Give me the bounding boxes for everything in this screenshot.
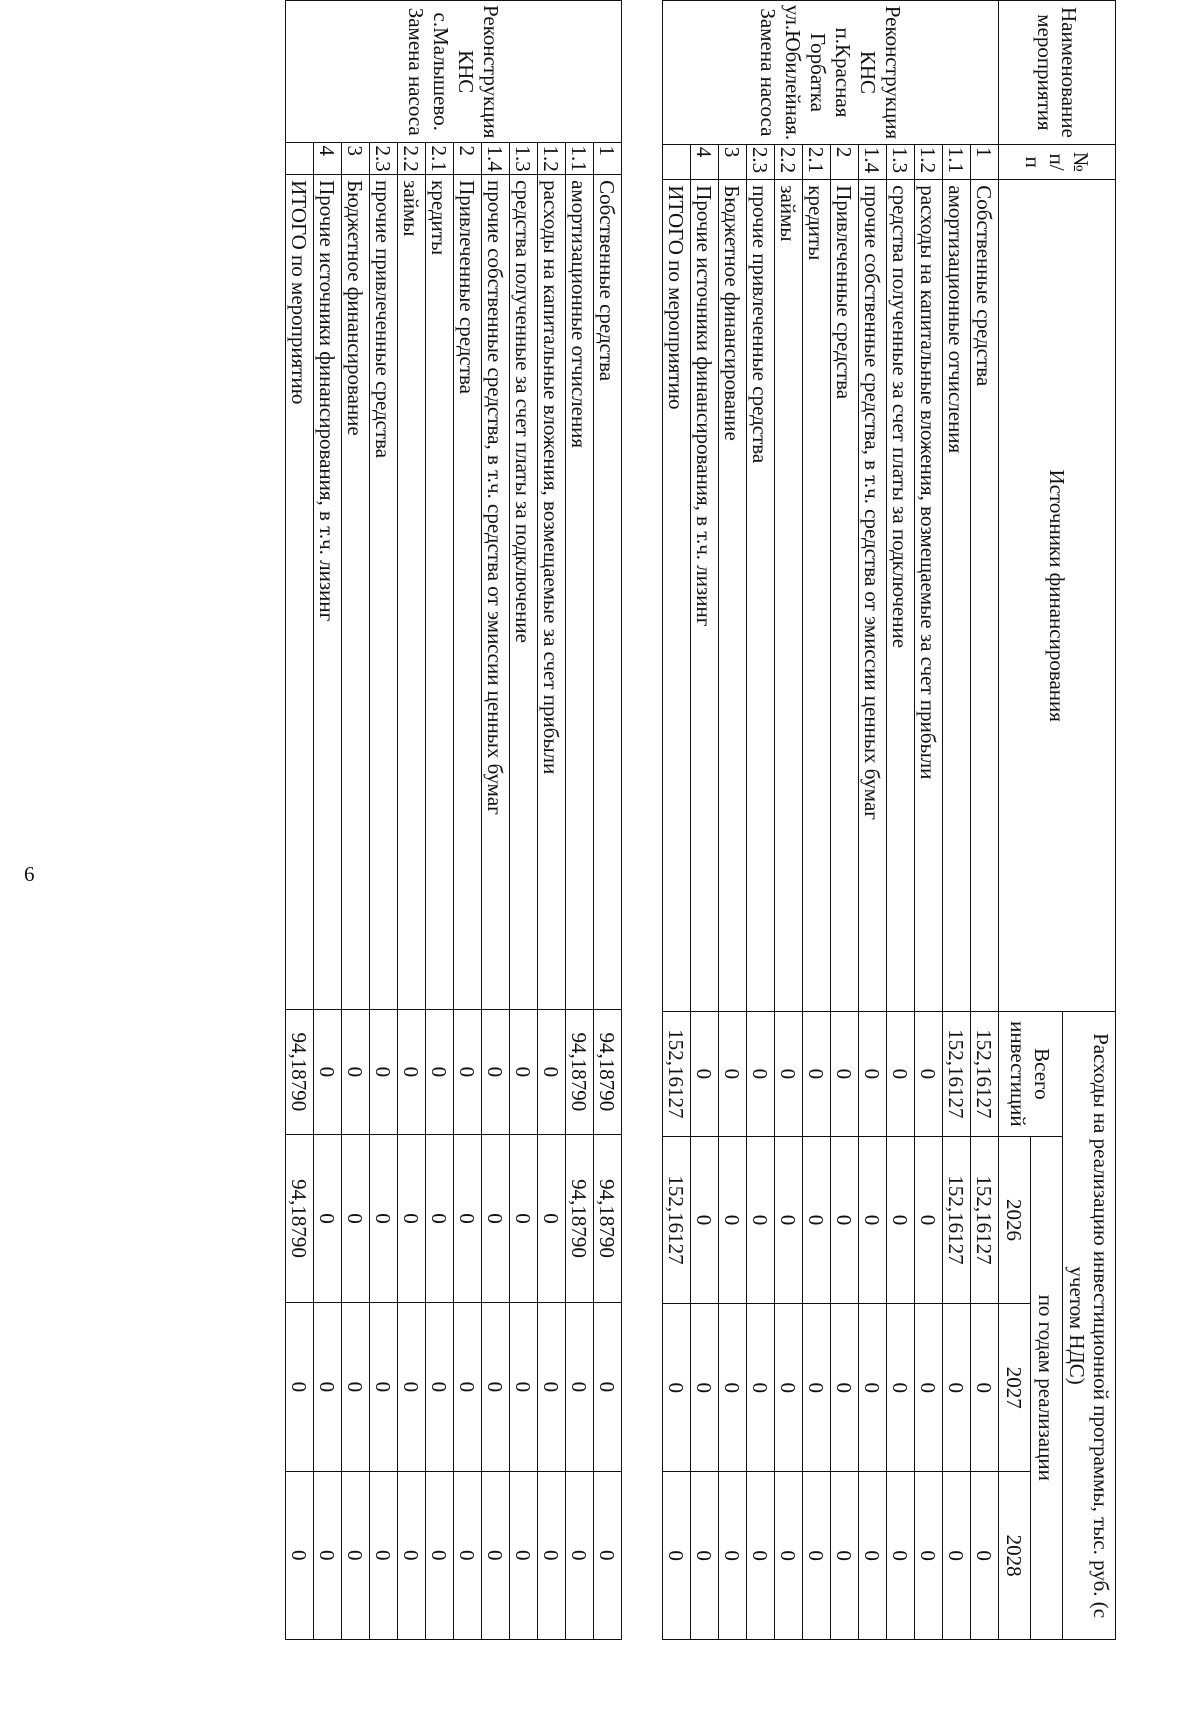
year-2026-cell: 0 bbox=[915, 1136, 943, 1304]
row-number: 1.4 bbox=[482, 143, 510, 175]
year-2026-cell: 0 bbox=[831, 1136, 859, 1304]
total-cell: 0 bbox=[915, 1012, 943, 1136]
row-number: 2.1 bbox=[803, 144, 831, 179]
measure-name: Реконструкция КНС п.Красная Горбатка ул.Юбилейная. Замена насоса bbox=[663, 1, 999, 145]
total-cell: 0 bbox=[887, 1012, 915, 1136]
page-number: 6 bbox=[24, 862, 35, 886]
year-2026-cell: 94,18790 bbox=[594, 1134, 622, 1302]
year-2026-cell: 94,18790 bbox=[286, 1134, 314, 1302]
header-number: № п/п bbox=[999, 144, 1116, 179]
source-cell: кредиты bbox=[803, 180, 831, 1012]
total-cell: 94,18790 bbox=[286, 1010, 314, 1135]
year-2026-cell: 0 bbox=[398, 1134, 426, 1302]
header-expenses: Расходы на реализацию инвестиционной программы, тыс. руб. (с учетом НДС) bbox=[1063, 1012, 1116, 1640]
year-2027-cell: 0 bbox=[566, 1303, 594, 1471]
source-cell: прочие собственные средства, в т.ч. средства от эмиссии ценных бумаг bbox=[859, 180, 887, 1012]
total-cell: 0 bbox=[719, 1012, 747, 1136]
year-2026-cell: 0 bbox=[426, 1134, 454, 1302]
row-number: 4 bbox=[691, 144, 719, 179]
source-cell: прочие собственные средства, в т.ч. средства от эмиссии ценных бумаг bbox=[482, 175, 510, 1010]
total-cell: 94,18790 bbox=[594, 1010, 622, 1135]
year-2028-cell: 0 bbox=[719, 1472, 747, 1640]
year-2027-cell: 0 bbox=[538, 1303, 566, 1471]
year-2027-cell: 0 bbox=[398, 1303, 426, 1471]
year-2027-cell: 0 bbox=[454, 1303, 482, 1471]
total-cell: 0 bbox=[747, 1012, 775, 1136]
total-cell: 0 bbox=[831, 1012, 859, 1136]
source-cell: расходы на капитальные вложения, возмещаемые за счет прибыли bbox=[915, 180, 943, 1012]
source-cell: Собственные средства bbox=[971, 180, 999, 1012]
row-number: 2.3 bbox=[747, 144, 775, 179]
row-number bbox=[286, 143, 314, 175]
table-row bbox=[859, 1, 887, 1640]
year-2027-cell: 0 bbox=[314, 1303, 342, 1471]
year-2028-cell: 0 bbox=[538, 1471, 566, 1639]
year-2028-cell: 0 bbox=[915, 1472, 943, 1640]
year-2028-cell: 0 bbox=[594, 1471, 622, 1639]
table-row bbox=[971, 1, 999, 1640]
total-cell: 152,16127 bbox=[971, 1012, 999, 1136]
table-row bbox=[426, 1, 454, 1640]
row-number: 1 bbox=[594, 143, 622, 175]
table-row-total bbox=[286, 1, 314, 1640]
source-cell: займы bbox=[775, 180, 803, 1012]
source-cell: средства полученные за счет платы за подключение bbox=[510, 175, 538, 1010]
year-2028-cell: 0 bbox=[566, 1471, 594, 1639]
year-2028-cell: 0 bbox=[971, 1472, 999, 1640]
year-2028-cell: 0 bbox=[803, 1472, 831, 1640]
row-number: 2.2 bbox=[398, 143, 426, 175]
header-by-years: по годам реализации bbox=[1031, 1136, 1063, 1639]
row-number: 2.3 bbox=[370, 143, 398, 175]
year-2028-cell: 0 bbox=[454, 1471, 482, 1639]
table-row bbox=[454, 1, 482, 1640]
year-2026-cell: 94,18790 bbox=[566, 1134, 594, 1302]
total-cell: 0 bbox=[510, 1010, 538, 1135]
investment-table-2 bbox=[285, 0, 622, 1640]
year-2027-cell: 0 bbox=[943, 1304, 971, 1472]
year-2027-cell: 0 bbox=[803, 1304, 831, 1472]
table-row bbox=[943, 1, 971, 1640]
year-2026-cell: 152,16127 bbox=[971, 1136, 999, 1304]
year-2028-cell: 0 bbox=[691, 1472, 719, 1640]
table-row bbox=[510, 1, 538, 1640]
row-number bbox=[663, 144, 691, 179]
year-2027-cell: 0 bbox=[887, 1304, 915, 1472]
year-2026-cell: 0 bbox=[454, 1134, 482, 1302]
year-2028-cell: 0 bbox=[286, 1471, 314, 1639]
year-2027-cell: 0 bbox=[691, 1304, 719, 1472]
table-row bbox=[915, 1, 943, 1640]
total-cell: 0 bbox=[370, 1010, 398, 1135]
table-row bbox=[314, 1, 342, 1640]
row-number: 2 bbox=[831, 144, 859, 179]
year-2027-cell: 0 bbox=[831, 1304, 859, 1472]
year-2026-cell: 0 bbox=[314, 1134, 342, 1302]
year-2027-cell: 0 bbox=[719, 1304, 747, 1472]
source-cell: прочие привлеченные средства bbox=[747, 180, 775, 1012]
row-number: 1.3 bbox=[887, 144, 915, 179]
year-2028-cell: 0 bbox=[943, 1472, 971, 1640]
row-number: 2.1 bbox=[426, 143, 454, 175]
year-2027-cell: 0 bbox=[859, 1304, 887, 1472]
source-cell: средства полученные за счет платы за подключение bbox=[887, 180, 915, 1012]
year-2027-cell: 0 bbox=[663, 1304, 691, 1472]
year-2026-cell: 0 bbox=[859, 1136, 887, 1304]
year-2027-cell: 0 bbox=[342, 1303, 370, 1471]
source-cell: Бюджетное финансирование bbox=[719, 180, 747, 1012]
year-2028-cell: 0 bbox=[831, 1472, 859, 1640]
table-row bbox=[398, 1, 426, 1640]
header-total: Всего инвестиций bbox=[999, 1012, 1063, 1136]
row-number: 1.3 bbox=[510, 143, 538, 175]
year-2027-cell: 0 bbox=[971, 1304, 999, 1472]
year-2026-cell: 0 bbox=[887, 1136, 915, 1304]
year-2026-cell: 152,16127 bbox=[943, 1136, 971, 1304]
row-number: 3 bbox=[719, 144, 747, 179]
total-cell: 0 bbox=[426, 1010, 454, 1135]
year-2026-cell: 0 bbox=[747, 1136, 775, 1304]
year-2028-cell: 0 bbox=[314, 1471, 342, 1639]
year-2028-cell: 0 bbox=[887, 1472, 915, 1640]
total-cell: 0 bbox=[398, 1010, 426, 1135]
source-cell: Бюджетное финансирование bbox=[342, 175, 370, 1010]
year-2028-cell: 0 bbox=[370, 1471, 398, 1639]
source-cell: займы bbox=[398, 175, 426, 1010]
source-cell: прочие привлеченные средства bbox=[370, 175, 398, 1010]
row-number: 1 bbox=[971, 144, 999, 179]
table-row bbox=[538, 1, 566, 1640]
row-number: 2 bbox=[454, 143, 482, 175]
source-cell: Привлеченные средства bbox=[831, 180, 859, 1012]
year-2026-cell: 0 bbox=[342, 1134, 370, 1302]
year-2027-cell: 0 bbox=[775, 1304, 803, 1472]
row-number: 3 bbox=[342, 143, 370, 175]
total-cell: 0 bbox=[775, 1012, 803, 1136]
source-cell: кредиты bbox=[426, 175, 454, 1010]
row-number: 1.1 bbox=[943, 144, 971, 179]
year-2026-cell: 0 bbox=[538, 1134, 566, 1302]
year-2026-cell: 0 bbox=[510, 1134, 538, 1302]
year-2027-cell: 0 bbox=[594, 1303, 622, 1471]
year-2026-cell: 0 bbox=[691, 1136, 719, 1304]
source-cell: амортизационные отчисления bbox=[943, 180, 971, 1012]
year-2026-cell: 0 bbox=[803, 1136, 831, 1304]
year-2027-cell: 0 bbox=[370, 1303, 398, 1471]
total-cell: 152,16127 bbox=[943, 1012, 971, 1136]
measure-name: Реконструкция КНС с.Малышево. Замена насоса bbox=[286, 1, 622, 143]
source-cell: ИТОГО по мероприятию bbox=[663, 180, 691, 1012]
header-measure: Наименование мероприятия bbox=[999, 1, 1116, 145]
header-source: Источники финансирования bbox=[999, 180, 1116, 1012]
total-cell: 0 bbox=[691, 1012, 719, 1136]
total-cell: 152,16127 bbox=[663, 1012, 691, 1136]
table-row bbox=[482, 1, 510, 1640]
table-row bbox=[342, 1, 370, 1640]
investment-table-1 bbox=[662, 0, 1116, 1640]
table-row bbox=[747, 1, 775, 1640]
total-cell: 0 bbox=[482, 1010, 510, 1135]
year-2028-cell: 0 bbox=[510, 1471, 538, 1639]
total-cell: 0 bbox=[314, 1010, 342, 1135]
year-2026-cell: 0 bbox=[775, 1136, 803, 1304]
year-2027-cell: 0 bbox=[510, 1303, 538, 1471]
source-cell: расходы на капитальные вложения, возмещаемые за счет прибыли bbox=[538, 175, 566, 1010]
year-2027-cell: 0 bbox=[747, 1304, 775, 1472]
table-row bbox=[370, 1, 398, 1640]
row-number: 1.1 bbox=[566, 143, 594, 175]
total-cell: 0 bbox=[859, 1012, 887, 1136]
year-2028-cell: 0 bbox=[747, 1472, 775, 1640]
source-cell: Прочие источники финансирования, в т.ч. лизинг bbox=[314, 175, 342, 1010]
year-2028-cell: 0 bbox=[398, 1471, 426, 1639]
table-row bbox=[831, 1, 859, 1640]
table-row bbox=[887, 1, 915, 1640]
year-2026-cell: 0 bbox=[370, 1134, 398, 1302]
table-row bbox=[719, 1, 747, 1640]
year-2027-cell: 0 bbox=[915, 1304, 943, 1472]
source-cell: амортизационные отчисления bbox=[566, 175, 594, 1010]
year-2028-cell: 0 bbox=[342, 1471, 370, 1639]
row-number: 4 bbox=[314, 143, 342, 175]
row-number: 1.2 bbox=[538, 143, 566, 175]
year-2027-cell: 0 bbox=[426, 1303, 454, 1471]
year-2028-cell: 0 bbox=[663, 1472, 691, 1640]
year-2028-cell: 0 bbox=[859, 1472, 887, 1640]
table-row bbox=[566, 1, 594, 1640]
year-2028-cell: 0 bbox=[482, 1471, 510, 1639]
year-2028-cell: 0 bbox=[426, 1471, 454, 1639]
year-2026-cell: 152,16127 bbox=[663, 1136, 691, 1304]
table-row-total bbox=[663, 1, 691, 1640]
year-2028-cell: 0 bbox=[775, 1472, 803, 1640]
table-row bbox=[691, 1, 719, 1640]
table-row bbox=[803, 1, 831, 1640]
total-cell: 0 bbox=[803, 1012, 831, 1136]
total-cell: 0 bbox=[342, 1010, 370, 1135]
year-2027-cell: 0 bbox=[482, 1303, 510, 1471]
header-year: 2026 bbox=[999, 1136, 1031, 1304]
row-number: 1.4 bbox=[859, 144, 887, 179]
header-year: 2027 bbox=[999, 1304, 1031, 1472]
table-row bbox=[775, 1, 803, 1640]
source-cell: ИТОГО по мероприятию bbox=[286, 175, 314, 1010]
row-number: 2.2 bbox=[775, 144, 803, 179]
source-cell: Прочие источники финансирования, в т.ч. лизинг bbox=[691, 180, 719, 1012]
year-2026-cell: 0 bbox=[482, 1134, 510, 1302]
total-cell: 0 bbox=[454, 1010, 482, 1135]
year-2027-cell: 0 bbox=[286, 1303, 314, 1471]
total-cell: 0 bbox=[538, 1010, 566, 1135]
source-cell: Привлеченные средства bbox=[454, 175, 482, 1010]
table-row bbox=[594, 1, 622, 1640]
total-cell: 94,18790 bbox=[566, 1010, 594, 1135]
row-number: 1.2 bbox=[915, 144, 943, 179]
source-cell: Собственные средства bbox=[594, 175, 622, 1010]
header-year: 2028 bbox=[999, 1472, 1031, 1640]
year-2026-cell: 0 bbox=[719, 1136, 747, 1304]
